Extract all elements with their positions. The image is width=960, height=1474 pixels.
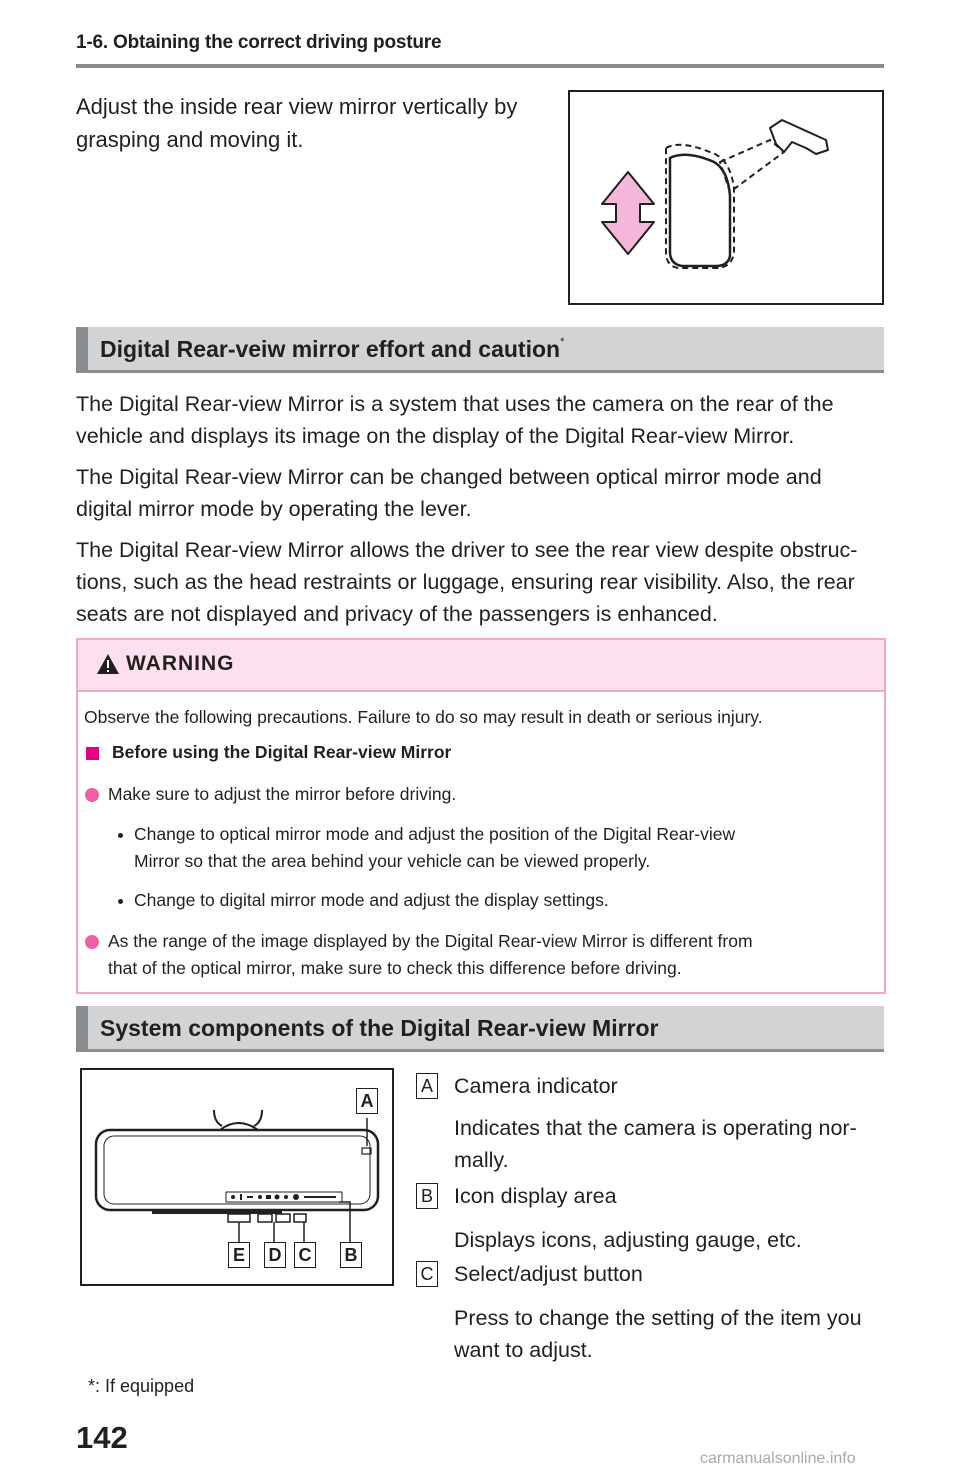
- header-rule: [76, 64, 884, 68]
- diagram-label-d: D: [264, 1242, 286, 1268]
- section-title: System components of the Digital Rear-view Mirror: [100, 1015, 659, 1041]
- component-name: Icon display area: [454, 1184, 617, 1208]
- description-line: mally.: [454, 1148, 509, 1172]
- warning-item-1: Make sure to adjust the mirror before driving.: [108, 784, 457, 804]
- section-heading-components: [76, 1006, 884, 1052]
- component-letter-a: A: [416, 1073, 438, 1099]
- mirror-components-diagram: [80, 1068, 394, 1286]
- component-name: Camera indicator: [454, 1074, 618, 1098]
- bullet-line: Mirror so that the area behind your vehicle can be viewed properly.: [134, 851, 651, 871]
- square-bullet-icon: [86, 747, 99, 760]
- bullet-icon: [118, 899, 123, 904]
- description-line: Displays icons, adjusting gauge, etc.: [454, 1228, 802, 1252]
- section-header: 1-6. Obtaining the correct driving posture: [76, 32, 442, 53]
- warning-item-line: that of the optical mirror, make sure to check this difference before driving.: [108, 958, 682, 978]
- paragraph-line: The Digital Rear-view Mirror can be changed between optical mirror mode and: [76, 465, 822, 489]
- footnote: *: If equipped: [88, 1376, 195, 1396]
- warning-item-line: As the range of the image displayed by the Digital Rear-view Mirror is different from: [108, 931, 753, 951]
- watermark: carmanualsonline.info: [700, 1450, 856, 1467]
- pink-dot-bullet-icon: [85, 788, 99, 802]
- component-description: [454, 1302, 874, 1366]
- page-number: 142: [76, 1420, 128, 1455]
- warning-item-2: [108, 928, 753, 982]
- warning-title: WARNING: [126, 652, 235, 675]
- description-line: Press to change the setting of the item you: [454, 1306, 862, 1330]
- warning-header: [78, 640, 884, 692]
- component-letter-b: B: [416, 1183, 438, 1209]
- paragraph-2: [76, 461, 884, 525]
- section-title-text: Digital Rear-veiw mirror effort and caution: [100, 336, 561, 362]
- up-down-arrow-icon: [602, 172, 654, 254]
- intro-text: [76, 90, 546, 156]
- warning-box: [76, 638, 886, 994]
- pink-dot-bullet-icon: [85, 935, 99, 949]
- section-title: [100, 336, 564, 363]
- diagram-label-c: C: [294, 1242, 316, 1268]
- paragraph-3: [76, 534, 884, 630]
- mirror-adjust-figure: [568, 90, 884, 305]
- mirror-adjust-illustration: [570, 92, 882, 303]
- warning-triangle-icon: [96, 653, 120, 675]
- warning-bullet-2: Change to digital mirror mode and adjust the display settings.: [134, 890, 609, 910]
- component-letter-c: C: [416, 1261, 438, 1287]
- paragraph-line: The Digital Rear-view Mirror allows the driver to see the rear view despite obstruc-: [76, 538, 858, 562]
- paragraph-line: digital mirror mode by operating the lever.: [76, 497, 472, 521]
- component-name: Select/adjust button: [454, 1262, 643, 1286]
- paragraph-line: seats are not displayed and privacy of the passengers is enhanced.: [76, 602, 718, 626]
- diagram-label-b: B: [340, 1242, 362, 1268]
- warning-intro: Observe the following precautions. Failure to do so may result in death or serious injury.: [84, 707, 763, 727]
- intro-line-2: grasping and moving it.: [76, 127, 304, 152]
- warning-subheading: Before using the Digital Rear-view Mirror: [112, 742, 452, 762]
- component-description: [454, 1224, 874, 1256]
- diagram-label-a: A: [356, 1088, 378, 1114]
- paragraph-line: The Digital Rear-view Mirror is a system that uses the camera on the rear of the: [76, 392, 834, 416]
- paragraph-line: tions, such as the head restraints or luggage, ensuring rear visibility. Also, the rear: [76, 570, 855, 594]
- diagram-label-e: E: [228, 1242, 250, 1268]
- paragraph-1: [76, 388, 884, 452]
- bullet-icon: [118, 833, 123, 838]
- bullet-line: Change to optical mirror mode and adjust the position of the Digital Rear-view: [134, 824, 736, 844]
- description-line: want to adjust.: [454, 1338, 593, 1362]
- paragraph-line: vehicle and displays its image on the display of the Digital Rear-view Mirror.: [76, 424, 795, 448]
- component-description: [454, 1112, 874, 1176]
- footnote-mark: *: [560, 336, 565, 348]
- intro-line-1: Adjust the inside rear view mirror vertically by: [76, 94, 518, 119]
- description-line: Indicates that the camera is operating nor-: [454, 1116, 857, 1140]
- section-heading-digital-mirror: [76, 327, 884, 373]
- warning-bullet-1: [134, 821, 735, 875]
